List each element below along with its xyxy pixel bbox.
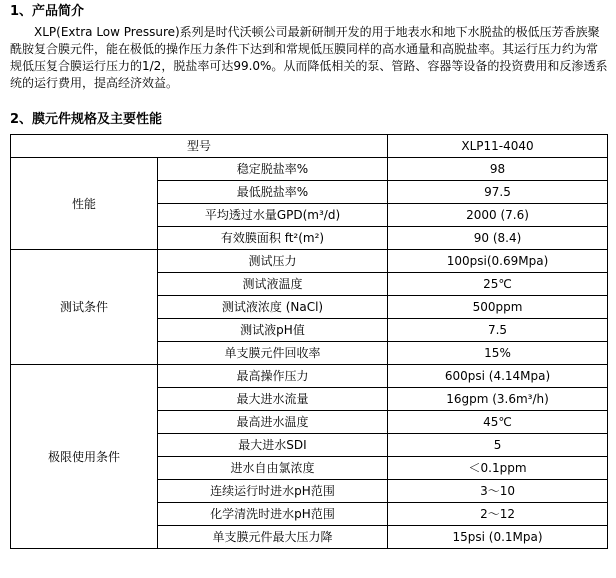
param-cell: 最高操作压力 (158, 365, 388, 388)
param-cell: 化学清洗时进水pH范围 (158, 503, 388, 526)
value-cell: 500ppm (388, 296, 608, 319)
value-cell: 2000 (7.6) (388, 204, 608, 227)
param-cell: 单支膜元件回收率 (158, 342, 388, 365)
value-cell: 2～12 (388, 503, 608, 526)
value-cell: 600psi (4.14Mpa) (388, 365, 608, 388)
param-cell: 最高进水温度 (158, 411, 388, 434)
group-label-limit-conditions: 极限使用条件 (11, 365, 158, 549)
value-cell: 16gpm (3.6m³/h) (388, 388, 608, 411)
section-1-title: 1、产品简介 (10, 4, 85, 19)
spec-table (10, 134, 608, 549)
param-cell: 测试液浓度 (NaCl) (158, 296, 388, 319)
value-cell: 97.5 (388, 181, 608, 204)
model-label-cell: 型号 (11, 135, 388, 158)
table-row (11, 158, 608, 181)
param-cell: 测试液pH值 (158, 319, 388, 342)
value-cell: 25℃ (388, 273, 608, 296)
value-cell: 98 (388, 158, 608, 181)
value-cell: 7.5 (388, 319, 608, 342)
value-cell: 90 (8.4) (388, 227, 608, 250)
value-cell: 5 (388, 434, 608, 457)
product-intro-paragraph: XLP(Extra Low Pressure)系列是时代沃顿公司最新研制开发的用于地表水和地下水脱盐的极低压芳香族聚酰胺复合膜元件，能在极低的操作压力条件下达到和常规低压膜同样的高水通量和高脱盐率。其运行压力约为常规低压复合膜运行压力的1/2，脱盐率可达99.0%。从而降低相关的泵、管路、容器等设备的投资费用和反渗透系统的运行费用，提高经济效益。 (10, 25, 608, 90)
value-cell: ＜0.1ppm (388, 457, 608, 480)
param-cell: 有效膜面积 ft²(m²) (158, 227, 388, 250)
group-label-performance: 性能 (11, 158, 158, 250)
param-cell: 最大进水SDI (158, 434, 388, 457)
table-header-row (11, 135, 608, 158)
model-value-cell: XLP11-4040 (388, 135, 608, 158)
param-cell: 测试压力 (158, 250, 388, 273)
param-cell: 稳定脱盐率% (158, 158, 388, 181)
value-cell: 100psi(0.69Mpa) (388, 250, 608, 273)
group-label-test-conditions: 测试条件 (11, 250, 158, 365)
section-2-title: 2、膜元件规格及主要性能 (10, 112, 163, 127)
param-cell: 连续运行时进水pH范围 (158, 480, 388, 503)
param-cell: 单支膜元件最大压力降 (158, 526, 388, 549)
table-row (11, 250, 608, 273)
param-cell: 最低脱盐率% (158, 181, 388, 204)
value-cell: 15% (388, 342, 608, 365)
param-cell: 平均透过水量GPD(m³/d) (158, 204, 388, 227)
table-row (11, 365, 608, 388)
value-cell: 3～10 (388, 480, 608, 503)
param-cell: 测试液温度 (158, 273, 388, 296)
value-cell: 45℃ (388, 411, 608, 434)
param-cell: 最大进水流量 (158, 388, 388, 411)
param-cell: 进水自由氯浓度 (158, 457, 388, 480)
value-cell: 15psi (0.1Mpa) (388, 526, 608, 549)
